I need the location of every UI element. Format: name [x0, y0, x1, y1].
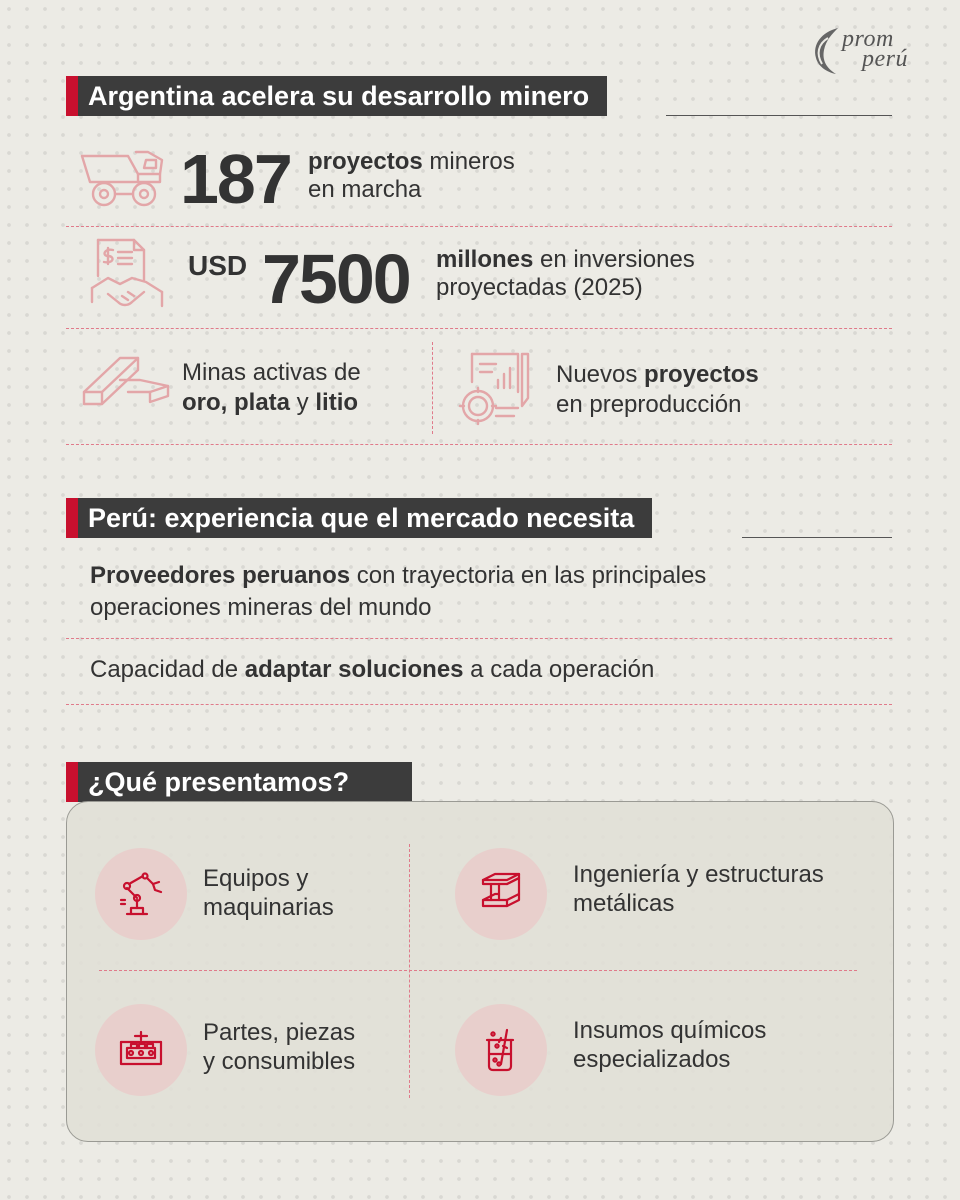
mining-truck-icon — [78, 148, 166, 212]
header-rule — [666, 115, 892, 116]
section-title: Perú: experiencia que el mercado necesita — [78, 498, 652, 538]
offering-chemicals — [573, 1016, 766, 1074]
conveyor-parts-icon — [117, 1026, 165, 1074]
section-header-argentina — [66, 76, 892, 116]
promperu-logo — [804, 24, 934, 76]
peru-item-suppliers-bold: Proveedores peruanos — [90, 562, 351, 589]
peru-item-adapt-bold: adaptar soluciones — [244, 656, 464, 683]
stat-investment-bold: millones — [436, 246, 534, 273]
offering-equipment — [203, 864, 334, 922]
peru-item-adapt-rest: a cada operación — [463, 656, 655, 683]
section-title: ¿Qué presentamos? — [78, 762, 412, 802]
stat-new-projects-text — [556, 360, 759, 420]
stat-new-projects-bold: proyectos — [644, 361, 759, 388]
stat-projects-text — [308, 148, 515, 204]
chemical-beaker-icon — [477, 1026, 525, 1074]
header-accent-bar — [66, 76, 78, 116]
section-header-peru — [66, 498, 892, 538]
panel-horizontal-divider — [99, 970, 857, 971]
offering-engineering — [573, 860, 824, 918]
offering-equipment-line2: maquinarias — [203, 894, 334, 921]
handshake-invoice-icon — [88, 236, 168, 316]
icon-circle — [95, 848, 187, 940]
project-plan-gear-icon — [456, 348, 536, 428]
stat-mines-bold2: litio — [315, 389, 359, 416]
stat-projects-bold: proyectos — [308, 148, 423, 175]
steel-beam-icon — [477, 870, 525, 918]
robotic-arm-icon — [117, 870, 165, 918]
divider — [66, 704, 892, 705]
stat-investment-number: 7500 — [262, 240, 410, 318]
stat-mines-text — [182, 358, 361, 418]
stat-mines-mid: y — [290, 389, 316, 416]
offerings-panel — [66, 801, 894, 1142]
offering-chemicals-line2: especializados — [573, 1046, 731, 1073]
stat-projects-line2: en marcha — [308, 176, 422, 203]
icon-circle — [455, 848, 547, 940]
header-accent-bar — [66, 498, 78, 538]
section-title: Argentina acelera su desarrollo minero — [78, 76, 607, 116]
section-header-presentamos — [66, 762, 412, 802]
offering-parts-line1: Partes, piezas — [203, 1019, 356, 1046]
peru-item-adapt — [90, 654, 654, 686]
stat-investment-text — [436, 246, 695, 302]
panel-vertical-divider — [409, 844, 410, 1098]
stat-mines-bold1: oro, plata — [182, 389, 291, 416]
stat-mines-line1: Minas activas de — [182, 359, 361, 386]
peru-item-suppliers-line2: operaciones mineras del mundo — [90, 594, 432, 621]
divider — [66, 638, 892, 639]
icon-circle — [95, 1004, 187, 1096]
stat-projects-number: 187 — [180, 140, 291, 218]
divider — [66, 444, 892, 445]
header-accent-bar — [66, 762, 78, 802]
offering-engineering-line2: metálicas — [573, 890, 675, 917]
stat-new-projects-line2: en preproducción — [556, 391, 742, 418]
offering-parts-line2: y consumibles — [203, 1048, 356, 1075]
vertical-divider — [432, 342, 433, 434]
stat-investment-prefix: USD — [188, 250, 248, 281]
peru-item-adapt-pre: Capacidad de — [90, 656, 245, 683]
offering-engineering-line1: Ingeniería y estructuras — [573, 861, 824, 888]
logo-text-prom: prom — [842, 26, 894, 52]
stat-new-projects-pre: Nuevos — [556, 361, 645, 388]
stat-projects-rest: mineros — [422, 148, 515, 175]
peru-item-suppliers-rest: con trayectoria en las principales — [350, 562, 707, 589]
peru-item-suppliers — [90, 560, 706, 624]
header-rule — [742, 537, 892, 538]
offering-equipment-line1: Equipos y — [203, 865, 309, 892]
icon-circle — [455, 1004, 547, 1096]
divider — [66, 328, 892, 329]
stat-investment-rest: en inversiones — [533, 246, 695, 273]
gold-bars-icon — [80, 352, 172, 416]
stat-investment-line2: proyectadas (2025) — [436, 274, 643, 301]
offering-chemicals-line1: Insumos químicos — [573, 1017, 767, 1044]
offering-parts — [203, 1018, 355, 1076]
logo-text-peru: perú — [862, 46, 908, 72]
divider — [66, 226, 892, 227]
